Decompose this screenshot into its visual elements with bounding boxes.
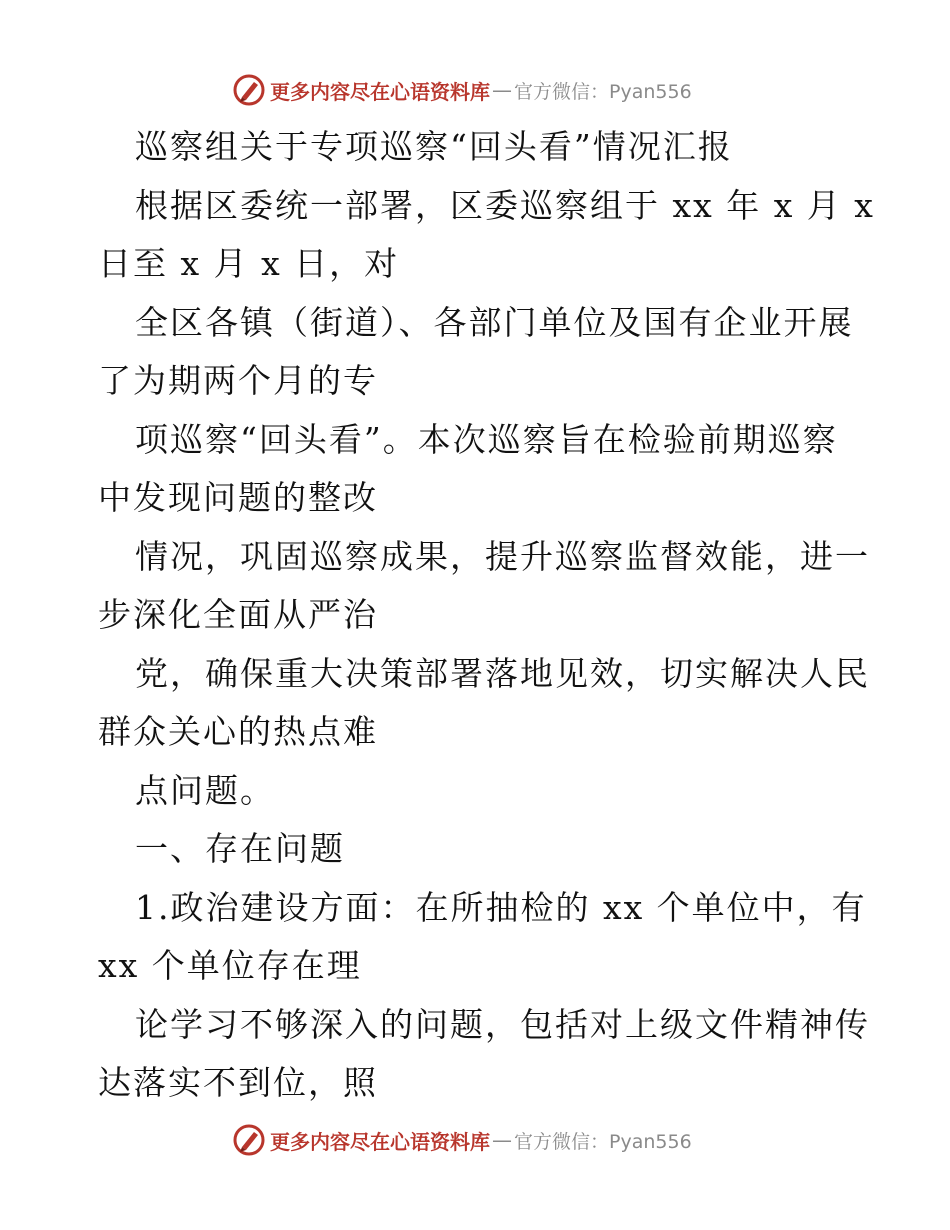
document-title: 巡察组关于专项巡察“回头看”情况汇报 bbox=[135, 127, 733, 166]
pen-logo-icon bbox=[232, 73, 266, 107]
watermark-wechat-text: 官方微信：Pyan556 bbox=[514, 80, 692, 103]
paragraph-line: 1.政治建设方面：在所抽检的 xx 个单位中，有 bbox=[135, 888, 867, 927]
watermark-separator: — bbox=[492, 1128, 512, 1152]
paragraph-line: 日至 x 月 x 日，对 bbox=[98, 244, 400, 283]
paragraph-line: 群众关心的热点难 bbox=[98, 712, 378, 751]
paragraph-line: 根据区委统一部署，区委巡察组于 xx 年 x 月 x bbox=[135, 186, 875, 225]
paragraph-line: 了为期两个月的专 bbox=[98, 361, 378, 400]
watermark-site-text: 更多内容尽在心语资料库 bbox=[270, 1129, 490, 1154]
paragraph-line: 论学习不够深入的问题，包括对上级文件精神传 bbox=[135, 1005, 870, 1044]
pen-logo-icon bbox=[232, 1123, 266, 1157]
paragraph-line: 步深化全面从严治 bbox=[98, 595, 378, 634]
footer-watermark bbox=[232, 1122, 692, 1158]
paragraph-line: 中发现问题的整改 bbox=[98, 478, 378, 517]
section-heading: 一、存在问题 bbox=[135, 829, 345, 868]
paragraph-line: 全区各镇（街道）、各部门单位及国有企业开展 bbox=[135, 303, 854, 342]
watermark-separator: — bbox=[492, 78, 512, 102]
watermark-wechat-text: 官方微信：Pyan556 bbox=[514, 1130, 692, 1153]
paragraph-line: 达落实不到位，照 bbox=[98, 1063, 378, 1102]
header-watermark bbox=[232, 72, 692, 108]
paragraph-line: xx 个单位存在理 bbox=[98, 946, 362, 985]
paragraph-line: 党，确保重大决策部署落地见效，切实解决人民 bbox=[135, 654, 870, 693]
paragraph-line: 项巡察“回头看”。本次巡察旨在检验前期巡察 bbox=[135, 420, 838, 459]
watermark-site-text: 更多内容尽在心语资料库 bbox=[270, 79, 490, 104]
paragraph-line: 点问题。 bbox=[135, 771, 275, 810]
paragraph-line: 情况，巩固巡察成果，提升巡察监督效能，进一 bbox=[135, 537, 870, 576]
